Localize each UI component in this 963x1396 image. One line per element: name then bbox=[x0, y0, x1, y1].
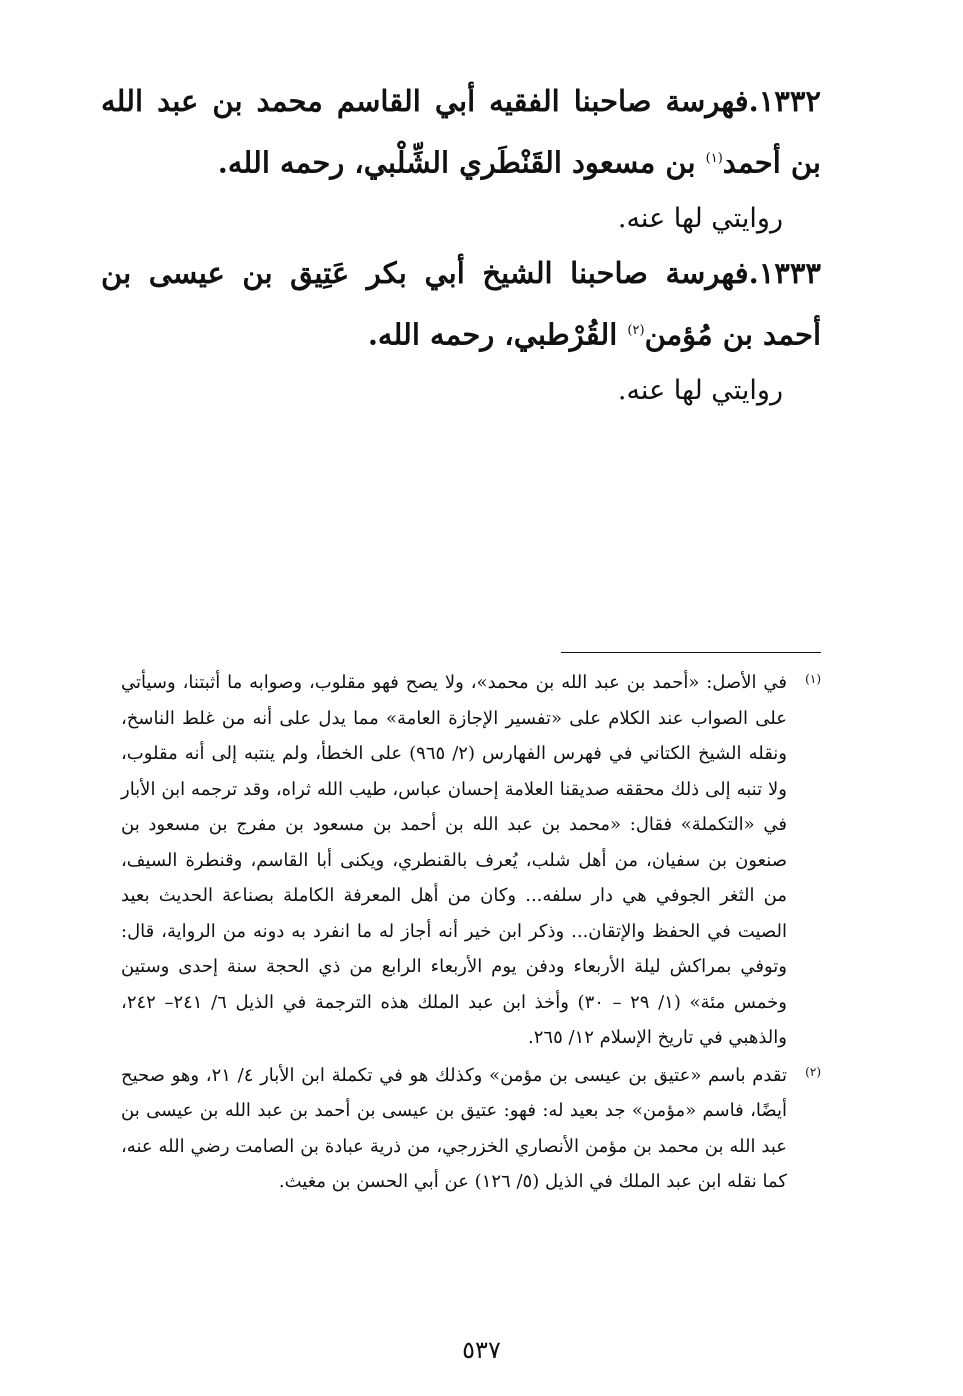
entry-title-text: فهرسة صاحبنا الفقيه أبي القاسم محمد بن عبد الله بن أحمد bbox=[101, 84, 821, 180]
footnote-marker: (٢) bbox=[805, 1064, 821, 1079]
page-number: ٥٣٧ bbox=[462, 1336, 501, 1364]
entry-title-continuation: القُرْطبي، رحمه الله. bbox=[367, 317, 628, 352]
entry-title bbox=[101, 72, 821, 192]
entry-number: ١٣٣٢. bbox=[748, 84, 821, 118]
entry-number: ١٣٣٣. bbox=[748, 256, 821, 290]
entry-narration-note: روايتي لها عنه. bbox=[617, 374, 783, 406]
footnote-separator bbox=[561, 652, 821, 653]
entry-title-text: فهرسة صاحبنا الشيخ أبي بكر عَتِيق بن عيسى بن أحمد بن مُؤمن bbox=[101, 256, 821, 352]
footnote-text: في الأصل: «أحمد بن عبد الله بن محمد»، ولا يصح فهو مقلوب، وصوابه ما أثبتنا، وسيأتي على الصواب عند الكلام على «تفسير الإجازة العامة» مما يدل على أنه من غلط الناسخ، ونقله الشيخ الكتاني في فهرس الفهارس (٢/ ٩٦٥) على الخطأ، ولم ينتبه إلى أنه مقلوب، ولا تنبه إلى ذلك محققه صديقنا العلامة إحسان عباس، طيب الله ثراه، وقد ترجمه ابن الأبار في «التكملة» فقال: «محمد بن عبد الله بن أحمد بن مسعود بن مفرج بن مسعود بن صنعون بن سفيان، من أهل شلب، يُعرف بالقنطري، ويكنى أبا القاسم، وقنطرة السيف، من الثغر الجوفي هي دار سلفه... وكان من أهل المعرفة الكاملة بصناعة الحديث بعيد الصيت في الحفظ والإتقان... وذكر ابن خير أنه أجاز له ما انفرد به دونه من الرواية، قال: وتوفي بمراكش ليلة الأربعاء ودفن يوم الأربعاء الرابع من ذي الحجة سنة إحدى وستين وخمس مئة» (١/ ٢٩ – ٣٠) وأخذ ابن عبد الملك هذه الترجمة في الذيل ٦/ ٢٤١– ٢٤٢، والذهبي في تاريخ الإسلام ١٢/ ٢٦٥. bbox=[121, 672, 787, 1048]
footnotes-section bbox=[121, 665, 821, 1200]
footnote-reference[interactable]: (١) bbox=[705, 151, 723, 166]
bibliography-entry bbox=[101, 72, 821, 246]
footnote-marker: (١) bbox=[805, 672, 821, 686]
entry-narration-note: روايتي لها عنه. bbox=[617, 202, 783, 234]
footnote-text: تقدم باسم «عتيق بن عيسى بن مؤمن» وكذلك هو في تكملة ابن الأبار ٤/ ٢١، وهو صحيح أيضًا، فاسم «مؤمن» جد بعيد له: فهو: عتيق بن عيسى بن أحمد بن عبد الله بن عيسى بن عبد الله بن محمد بن مؤمن الأنصاري الخزرجي، من ذرية عبادة بن الصامت رضي الله عنه، كما نقله ابن عبد الملك في الذيل (٥/ ١٢٦) عن أبي الحسن بن مغيث. bbox=[121, 1064, 787, 1192]
entry-title-continuation: بن مسعود القَنْطَري الشِّلْبي، رحمه الله. bbox=[217, 145, 706, 180]
footnote-item bbox=[121, 1058, 821, 1200]
footnote-item bbox=[121, 665, 821, 1056]
entry-title bbox=[101, 244, 821, 364]
bibliography-entry bbox=[101, 244, 821, 418]
footnote-reference[interactable]: (٢) bbox=[627, 323, 645, 338]
